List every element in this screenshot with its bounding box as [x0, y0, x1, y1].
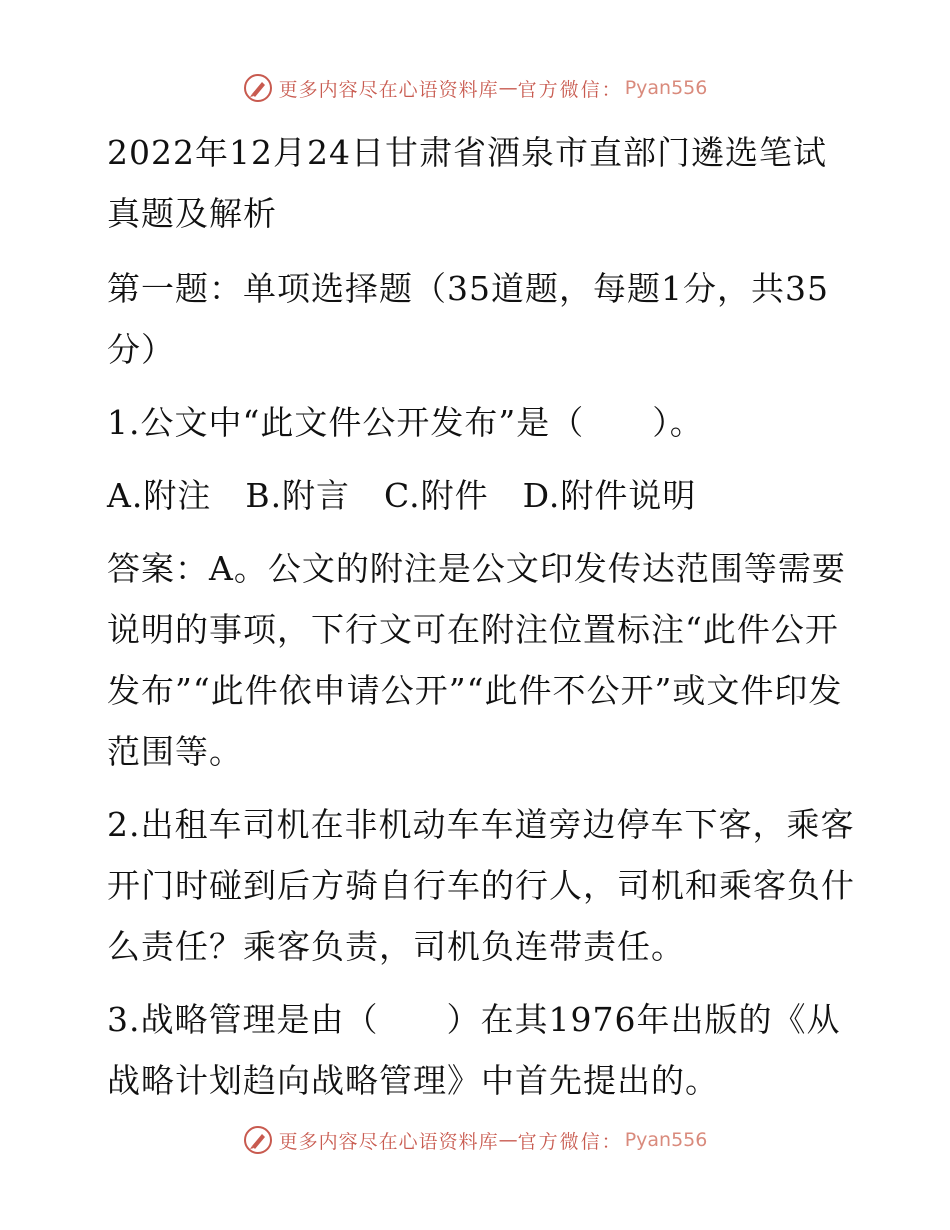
watermark-main-text: 更多内容尽在心语资料库 — [278, 78, 499, 101]
document-title: 2022年12月24日甘肃省酒泉市直部门遴选笔试真题及解析 — [107, 133, 827, 233]
watermark-wechat-id: Pyan556 — [624, 77, 708, 99]
watermark-dash: — — [498, 1129, 518, 1151]
question-1-answer: 答案：A。公文的附注是公文印发传达范围等需要说明的事项，下行文可在附注位置标注“此件公开发布”“此件依申请公开”“此件不公开”或文件印发范围等。 — [107, 549, 846, 771]
watermark-dash: — — [498, 77, 518, 99]
question-1-stem: 1.公文中“此文件公开发布”是（ ）。 — [107, 403, 704, 442]
section-heading: 第一题：单项选择题（35道题，每题1分，共35分） — [107, 269, 829, 369]
pen-seal-icon — [243, 73, 273, 103]
watermark-sub-text: 官方微信： — [517, 78, 623, 101]
pen-seal-icon — [243, 1125, 273, 1155]
header-watermark — [0, 70, 950, 106]
question-1-options: A.附注 B.附言 C.附件 D.附件说明 — [107, 476, 697, 515]
question-2-stem: 2.出租车司机在非机动车车道旁边停车下客，乘客开门时碰到后方骑自行车的行人，司机和乘客负什么责任？乘客负责，司机负连带责任。 — [107, 805, 855, 966]
watermark-wechat-id: Pyan556 — [624, 1129, 708, 1151]
footer-watermark — [0, 1122, 950, 1158]
question-3-stem: 3.战略管理是由（ ）在其1976年出版的《从战略计划趋向战略管理》中首先提出的。 — [107, 1000, 841, 1100]
watermark-main-text: 更多内容尽在心语资料库 — [278, 1130, 499, 1153]
document-body — [97, 122, 857, 1123]
watermark-sub-text: 官方微信： — [517, 1130, 623, 1153]
